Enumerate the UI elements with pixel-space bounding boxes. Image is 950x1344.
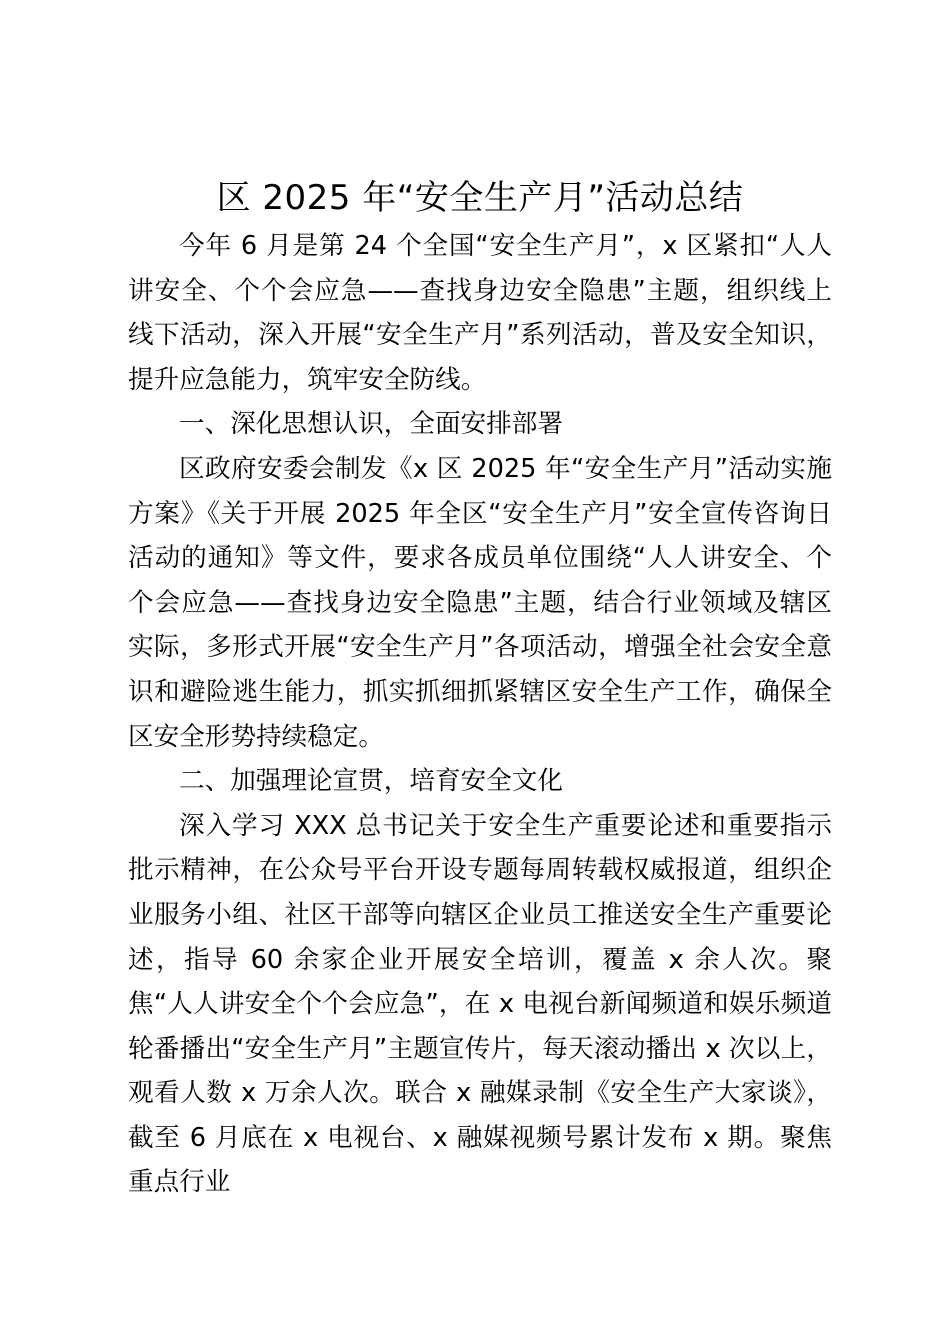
paragraph-section-2: 深入学习 XXX 总书记关于安全生产重要论述和重要指示批示精神，在公众号平台开设专题每周转载权威报道，组织企业服务小组、社区干部等向辖区企业员工推送安全生产重要论述，指导 60 余家企业开展安全培训，覆盖 x 余人次。聚焦“人人讲安全个个会应急”，在 x 电视台新闻频道和娱乐频道轮番播出“安全生产月”主题宣传片，每天滚动播出 x 次以上，观看人数 x 万余人次。联合 x 融媒录制《安全生产大家谈》，截至 6 月底在 x 电视台、x 融媒视频号累计发布 x 期。聚焦重点行业 — [128, 810, 832, 1198]
document-body — [128, 172, 832, 1205]
section-heading-1: 一、深化思想认识，全面安排部署 — [179, 409, 563, 440]
paragraph-section-1: 区政府安委会制发《x 区 2025 年“安全生产月”活动实施方案》《关于开展 2025 年全区“安全生产月”安全宣传咨询日活动的通知》等文件，要求各成员单位围绕“人人讲安全、个个会应急——查找身边安全隐患”主题，结合行业领域及辖区实际，多形式开展“安全生产月”各项活动，增强全社会安全意识和避险逃生能力，抓实抓细抓紧辖区安全生产工作，确保全区安全形势持续稳定。 — [128, 453, 832, 752]
section-heading-2: 二、加强理论宣贯，培育安全文化 — [179, 766, 563, 797]
paragraph-intro: 今年 6 月是第 24 个全国“安全生产月”，x 区紧扣“人人讲安全、个个会应急——查找身边安全隐患”主题，组织线上线下活动，深入开展“安全生产月”系列活动，普及安全知识，提升应急能力，筑牢安全防线。 — [128, 231, 832, 395]
document-title: 区 2025 年“安全生产月”活动总结 — [216, 178, 744, 218]
